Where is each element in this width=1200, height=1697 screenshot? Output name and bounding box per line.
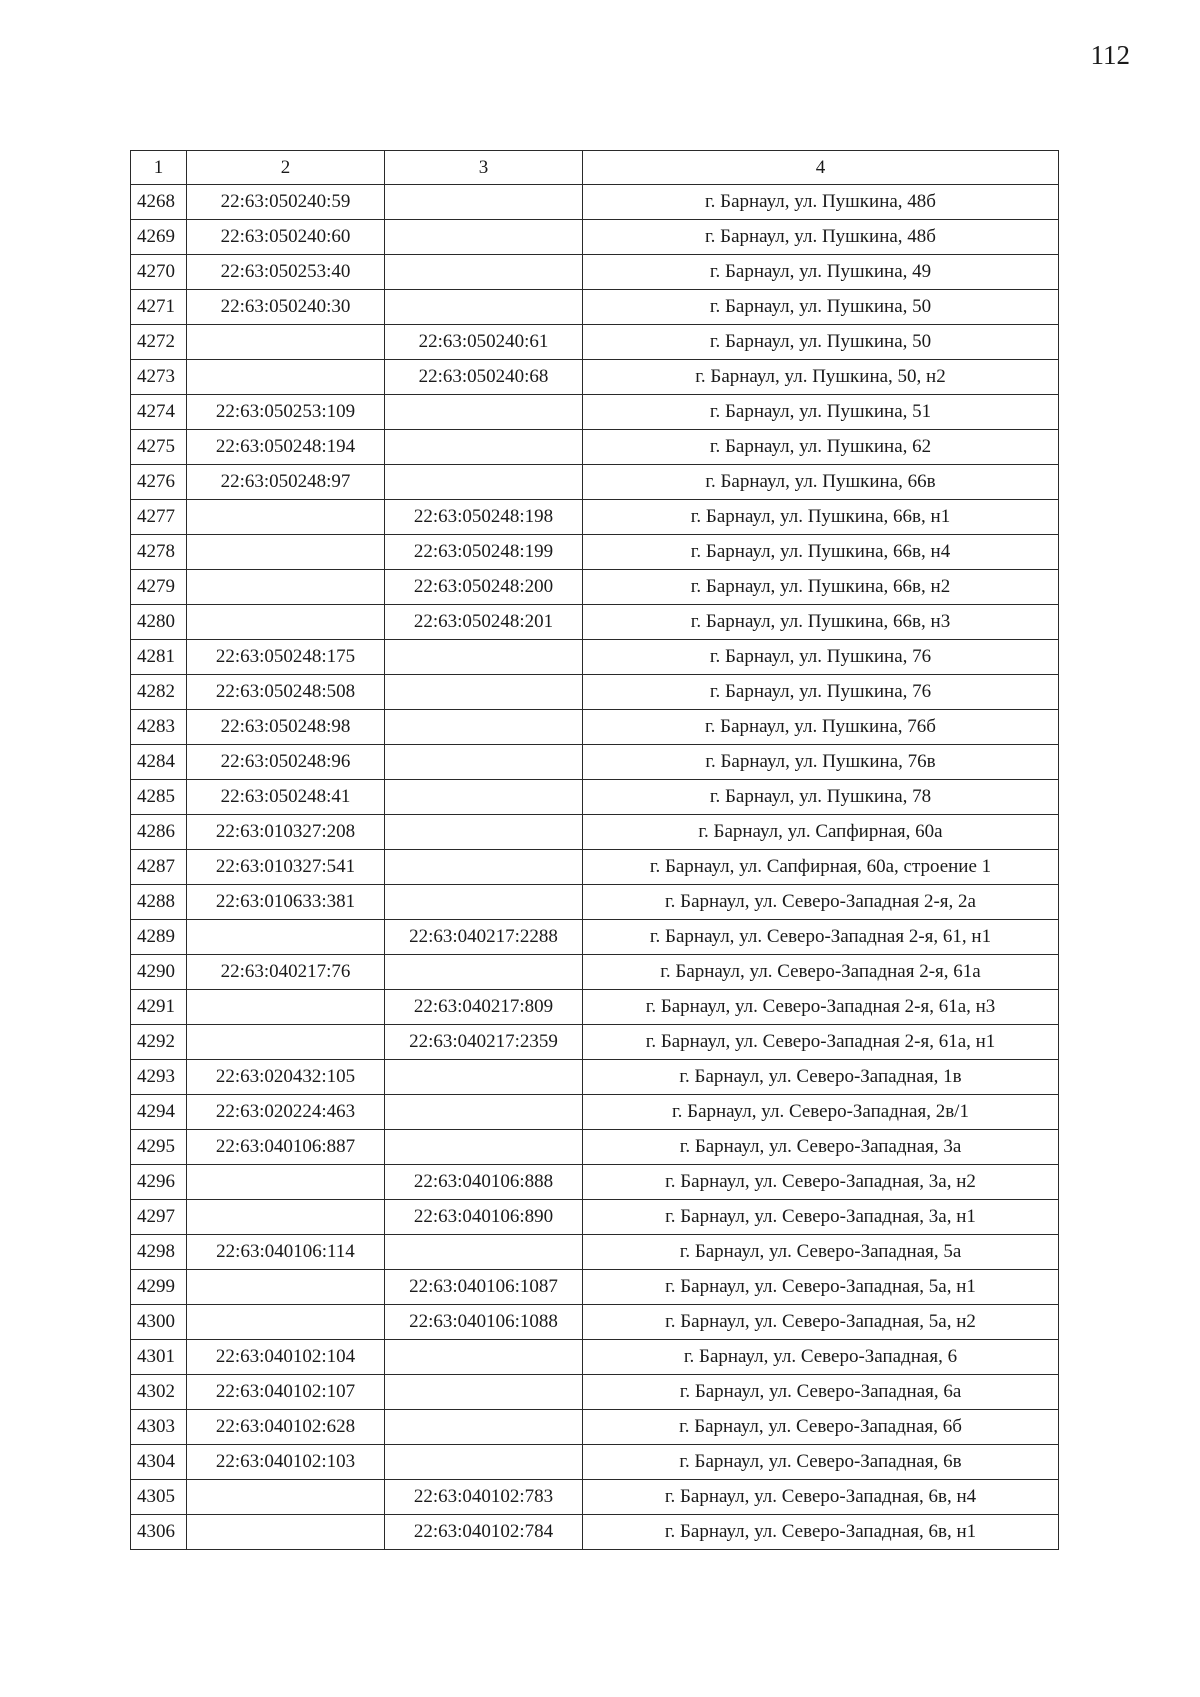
address: г. Барнаул, ул. Пушкина, 76 xyxy=(583,675,1059,710)
cadastral-number-premises: 22:63:040217:2359 xyxy=(385,1025,583,1060)
table-header xyxy=(131,151,1059,185)
table-row xyxy=(131,535,1059,570)
address: г. Барнаул, ул. Северо-Западная, 2в/1 xyxy=(583,1095,1059,1130)
address: г. Барнаул, ул. Северо-Западная, 3а, н1 xyxy=(583,1200,1059,1235)
table-row xyxy=(131,955,1059,990)
row-number: 4280 xyxy=(131,605,187,640)
table-row xyxy=(131,1340,1059,1375)
cadastral-number-premises xyxy=(385,465,583,500)
address: г. Барнаул, ул. Северо-Западная, 1в xyxy=(583,1060,1059,1095)
table-row xyxy=(131,185,1059,220)
cadastral-number-parcel: 22:63:040102:104 xyxy=(187,1340,385,1375)
table-row xyxy=(131,1410,1059,1445)
row-number: 4302 xyxy=(131,1375,187,1410)
cadastral-number-parcel xyxy=(187,1270,385,1305)
table-row xyxy=(131,570,1059,605)
cadastral-number-premises xyxy=(385,1130,583,1165)
cadastral-number-parcel xyxy=(187,570,385,605)
row-number: 4283 xyxy=(131,710,187,745)
row-number: 4288 xyxy=(131,885,187,920)
cadastral-number-premises: 22:63:050248:199 xyxy=(385,535,583,570)
table-row xyxy=(131,465,1059,500)
cadastral-number-parcel xyxy=(187,1305,385,1340)
cadastral-number-premises xyxy=(385,255,583,290)
address: г. Барнаул, ул. Северо-Западная 2-я, 61а xyxy=(583,955,1059,990)
address: г. Барнаул, ул. Пушкина, 66в, н1 xyxy=(583,500,1059,535)
row-number: 4300 xyxy=(131,1305,187,1340)
row-number: 4270 xyxy=(131,255,187,290)
address: г. Барнаул, ул. Северо-Западная, 6а xyxy=(583,1375,1059,1410)
table-row xyxy=(131,1270,1059,1305)
table-row xyxy=(131,255,1059,290)
address: г. Барнаул, ул. Пушкина, 66в, н4 xyxy=(583,535,1059,570)
cadastral-number-premises: 22:63:040102:784 xyxy=(385,1515,583,1550)
row-number: 4295 xyxy=(131,1130,187,1165)
address: г. Барнаул, ул. Пушкина, 66в, н3 xyxy=(583,605,1059,640)
address: г. Барнаул, ул. Северо-Западная, 6в, н1 xyxy=(583,1515,1059,1550)
cadastral-number-premises xyxy=(385,1340,583,1375)
table-row xyxy=(131,1200,1059,1235)
table-row xyxy=(131,640,1059,675)
cadastral-number-premises: 22:63:040217:2288 xyxy=(385,920,583,955)
cadastral-number-premises: 22:63:050240:68 xyxy=(385,360,583,395)
header-col-2: 2 xyxy=(187,151,385,185)
cadastral-number-parcel: 22:63:050248:508 xyxy=(187,675,385,710)
table-row xyxy=(131,745,1059,780)
cadastral-number-parcel: 22:63:050240:59 xyxy=(187,185,385,220)
cadastral-number-premises: 22:63:040106:1088 xyxy=(385,1305,583,1340)
row-number: 4277 xyxy=(131,500,187,535)
address: г. Барнаул, ул. Пушкина, 48б xyxy=(583,220,1059,255)
address: г. Барнаул, ул. Пушкина, 50 xyxy=(583,290,1059,325)
table-row xyxy=(131,780,1059,815)
row-number: 4293 xyxy=(131,1060,187,1095)
cadastral-number-premises xyxy=(385,430,583,465)
cadastral-number-parcel: 22:63:050248:194 xyxy=(187,430,385,465)
row-number: 4273 xyxy=(131,360,187,395)
row-number: 4299 xyxy=(131,1270,187,1305)
row-number: 4290 xyxy=(131,955,187,990)
cadastral-number-premises xyxy=(385,1060,583,1095)
cadastral-number-premises xyxy=(385,185,583,220)
table-row xyxy=(131,1130,1059,1165)
row-number: 4282 xyxy=(131,675,187,710)
page-number: 112 xyxy=(1090,40,1130,70)
row-number: 4294 xyxy=(131,1095,187,1130)
table-row xyxy=(131,395,1059,430)
cadastral-number-parcel xyxy=(187,1165,385,1200)
row-number: 4285 xyxy=(131,780,187,815)
cadastral-number-premises: 22:63:040102:783 xyxy=(385,1480,583,1515)
table-row xyxy=(131,1235,1059,1270)
address: г. Барнаул, ул. Пушкина, 50, н2 xyxy=(583,360,1059,395)
address: г. Барнаул, ул. Северо-Западная 2-я, 2а xyxy=(583,885,1059,920)
table-row xyxy=(131,920,1059,955)
cadastral-number-parcel: 22:63:050248:97 xyxy=(187,465,385,500)
table-row xyxy=(131,885,1059,920)
cadastral-number-parcel: 22:63:050248:96 xyxy=(187,745,385,780)
row-number: 4272 xyxy=(131,325,187,360)
table-row xyxy=(131,1025,1059,1060)
cadastral-number-parcel: 22:63:020432:105 xyxy=(187,1060,385,1095)
row-number: 4279 xyxy=(131,570,187,605)
cadastral-number-premises: 22:63:040106:888 xyxy=(385,1165,583,1200)
table-row xyxy=(131,1515,1059,1550)
cadastral-number-parcel xyxy=(187,360,385,395)
table-row xyxy=(131,815,1059,850)
cadastral-number-premises xyxy=(385,1095,583,1130)
cadastral-number-parcel: 22:63:050253:109 xyxy=(187,395,385,430)
address: г. Барнаул, ул. Пушкина, 76б xyxy=(583,710,1059,745)
address: г. Барнаул, ул. Северо-Западная, 6б xyxy=(583,1410,1059,1445)
cadastral-number-premises xyxy=(385,885,583,920)
table-row xyxy=(131,675,1059,710)
row-number: 4305 xyxy=(131,1480,187,1515)
cadastral-number-premises xyxy=(385,395,583,430)
address: г. Барнаул, ул. Северо-Западная, 5а xyxy=(583,1235,1059,1270)
address: г. Барнаул, ул. Северо-Западная, 6 xyxy=(583,1340,1059,1375)
cadastral-number-parcel xyxy=(187,500,385,535)
cadastral-number-parcel xyxy=(187,325,385,360)
table-row xyxy=(131,360,1059,395)
table-row xyxy=(131,1060,1059,1095)
header-col-3: 3 xyxy=(385,151,583,185)
address: г. Барнаул, ул. Пушкина, 50 xyxy=(583,325,1059,360)
cadastral-number-parcel xyxy=(187,1025,385,1060)
cadastral-number-parcel xyxy=(187,535,385,570)
cadastral-number-premises: 22:63:050240:61 xyxy=(385,325,583,360)
cadastral-number-parcel: 22:63:010327:208 xyxy=(187,815,385,850)
cadastral-number-premises xyxy=(385,815,583,850)
cadastral-number-parcel xyxy=(187,990,385,1025)
address: г. Барнаул, ул. Пушкина, 66в, н2 xyxy=(583,570,1059,605)
table-body xyxy=(131,185,1059,1550)
cadastral-number-premises: 22:63:040106:1087 xyxy=(385,1270,583,1305)
address: г. Барнаул, ул. Северо-Западная, 5а, н2 xyxy=(583,1305,1059,1340)
address: г. Барнаул, ул. Северо-Западная, 6в xyxy=(583,1445,1059,1480)
cadastral-number-parcel: 22:63:010327:541 xyxy=(187,850,385,885)
cadastral-number-premises xyxy=(385,220,583,255)
cadastral-number-premises xyxy=(385,745,583,780)
row-number: 4268 xyxy=(131,185,187,220)
cadastral-number-premises xyxy=(385,640,583,675)
row-number: 4276 xyxy=(131,465,187,500)
cadastral-number-premises xyxy=(385,1375,583,1410)
table-row xyxy=(131,710,1059,745)
row-number: 4304 xyxy=(131,1445,187,1480)
table-row xyxy=(131,430,1059,465)
cadastral-number-parcel: 22:63:040102:107 xyxy=(187,1375,385,1410)
table-row xyxy=(131,290,1059,325)
row-number: 4287 xyxy=(131,850,187,885)
row-number: 4297 xyxy=(131,1200,187,1235)
table-row xyxy=(131,1480,1059,1515)
row-number: 4269 xyxy=(131,220,187,255)
row-number: 4286 xyxy=(131,815,187,850)
table-row xyxy=(131,1445,1059,1480)
address: г. Барнаул, ул. Сапфирная, 60а xyxy=(583,815,1059,850)
cadastral-number-premises xyxy=(385,1410,583,1445)
cadastral-number-parcel: 22:63:050248:175 xyxy=(187,640,385,675)
address: г. Барнаул, ул. Северо-Западная 2-я, 61а, н1 xyxy=(583,1025,1059,1060)
row-number: 4303 xyxy=(131,1410,187,1445)
table-row xyxy=(131,220,1059,255)
address: г. Барнаул, ул. Пушкина, 76 xyxy=(583,640,1059,675)
row-number: 4289 xyxy=(131,920,187,955)
table-row xyxy=(131,1375,1059,1410)
table-row xyxy=(131,990,1059,1025)
cadastral-number-premises xyxy=(385,955,583,990)
cadastral-number-parcel: 22:63:050240:30 xyxy=(187,290,385,325)
row-number: 4271 xyxy=(131,290,187,325)
cadastral-number-premises xyxy=(385,1445,583,1480)
address: г. Барнаул, ул. Пушкина, 48б xyxy=(583,185,1059,220)
row-number: 4306 xyxy=(131,1515,187,1550)
cadastral-number-parcel: 22:63:050240:60 xyxy=(187,220,385,255)
row-number: 4296 xyxy=(131,1165,187,1200)
cadastral-number-parcel: 22:63:050248:41 xyxy=(187,780,385,815)
cadastral-number-parcel: 22:63:010633:381 xyxy=(187,885,385,920)
cadastral-number-premises xyxy=(385,1235,583,1270)
cadastral-number-premises xyxy=(385,780,583,815)
table-row xyxy=(131,325,1059,360)
header-row xyxy=(131,151,1059,185)
cadastral-number-parcel xyxy=(187,1480,385,1515)
cadastral-number-parcel xyxy=(187,920,385,955)
address: г. Барнаул, ул. Пушкина, 62 xyxy=(583,430,1059,465)
address: г. Барнаул, ул. Пушкина, 51 xyxy=(583,395,1059,430)
table-row xyxy=(131,1165,1059,1200)
address: г. Барнаул, ул. Северо-Западная 2-я, 61, н1 xyxy=(583,920,1059,955)
cadastral-number-premises: 22:63:040217:809 xyxy=(385,990,583,1025)
address: г. Барнаул, ул. Пушкина, 78 xyxy=(583,780,1059,815)
address: г. Барнаул, ул. Пушкина, 76в xyxy=(583,745,1059,780)
cadastral-number-parcel xyxy=(187,1200,385,1235)
table-row xyxy=(131,605,1059,640)
row-number: 4291 xyxy=(131,990,187,1025)
cadastral-number-premises xyxy=(385,850,583,885)
cadastral-number-parcel: 22:63:020224:463 xyxy=(187,1095,385,1130)
cadastral-number-parcel xyxy=(187,1515,385,1550)
table-row xyxy=(131,850,1059,885)
cadastral-number-premises: 22:63:040106:890 xyxy=(385,1200,583,1235)
cadastral-number-premises xyxy=(385,675,583,710)
row-number: 4298 xyxy=(131,1235,187,1270)
row-number: 4281 xyxy=(131,640,187,675)
cadastral-number-premises xyxy=(385,290,583,325)
table-row xyxy=(131,1305,1059,1340)
cadastral-number-parcel: 22:63:040106:887 xyxy=(187,1130,385,1165)
address: г. Барнаул, ул. Северо-Западная, 3а xyxy=(583,1130,1059,1165)
row-number: 4284 xyxy=(131,745,187,780)
registry-table xyxy=(130,150,1059,1550)
cadastral-number-parcel: 22:63:040217:76 xyxy=(187,955,385,990)
address: г. Барнаул, ул. Северо-Западная, 3а, н2 xyxy=(583,1165,1059,1200)
table-row xyxy=(131,500,1059,535)
row-number: 4292 xyxy=(131,1025,187,1060)
table-row xyxy=(131,1095,1059,1130)
address: г. Барнаул, ул. Северо-Западная, 5а, н1 xyxy=(583,1270,1059,1305)
address: г. Барнаул, ул. Пушкина, 66в xyxy=(583,465,1059,500)
cadastral-number-parcel: 22:63:050248:98 xyxy=(187,710,385,745)
address: г. Барнаул, ул. Пушкина, 49 xyxy=(583,255,1059,290)
row-number: 4301 xyxy=(131,1340,187,1375)
cadastral-number-premises: 22:63:050248:201 xyxy=(385,605,583,640)
row-number: 4274 xyxy=(131,395,187,430)
address: г. Барнаул, ул. Северо-Западная 2-я, 61а, н3 xyxy=(583,990,1059,1025)
cadastral-number-premises xyxy=(385,710,583,745)
row-number: 4278 xyxy=(131,535,187,570)
cadastral-number-premises: 22:63:050248:200 xyxy=(385,570,583,605)
cadastral-number-parcel xyxy=(187,605,385,640)
cadastral-number-parcel: 22:63:050253:40 xyxy=(187,255,385,290)
header-col-1: 1 xyxy=(131,151,187,185)
row-number: 4275 xyxy=(131,430,187,465)
cadastral-number-parcel: 22:63:040102:628 xyxy=(187,1410,385,1445)
cadastral-number-parcel: 22:63:040102:103 xyxy=(187,1445,385,1480)
address: г. Барнаул, ул. Северо-Западная, 6в, н4 xyxy=(583,1480,1059,1515)
cadastral-number-premises: 22:63:050248:198 xyxy=(385,500,583,535)
cadastral-number-parcel: 22:63:040106:114 xyxy=(187,1235,385,1270)
address: г. Барнаул, ул. Сапфирная, 60а, строение 1 xyxy=(583,850,1059,885)
header-col-4: 4 xyxy=(583,151,1059,185)
